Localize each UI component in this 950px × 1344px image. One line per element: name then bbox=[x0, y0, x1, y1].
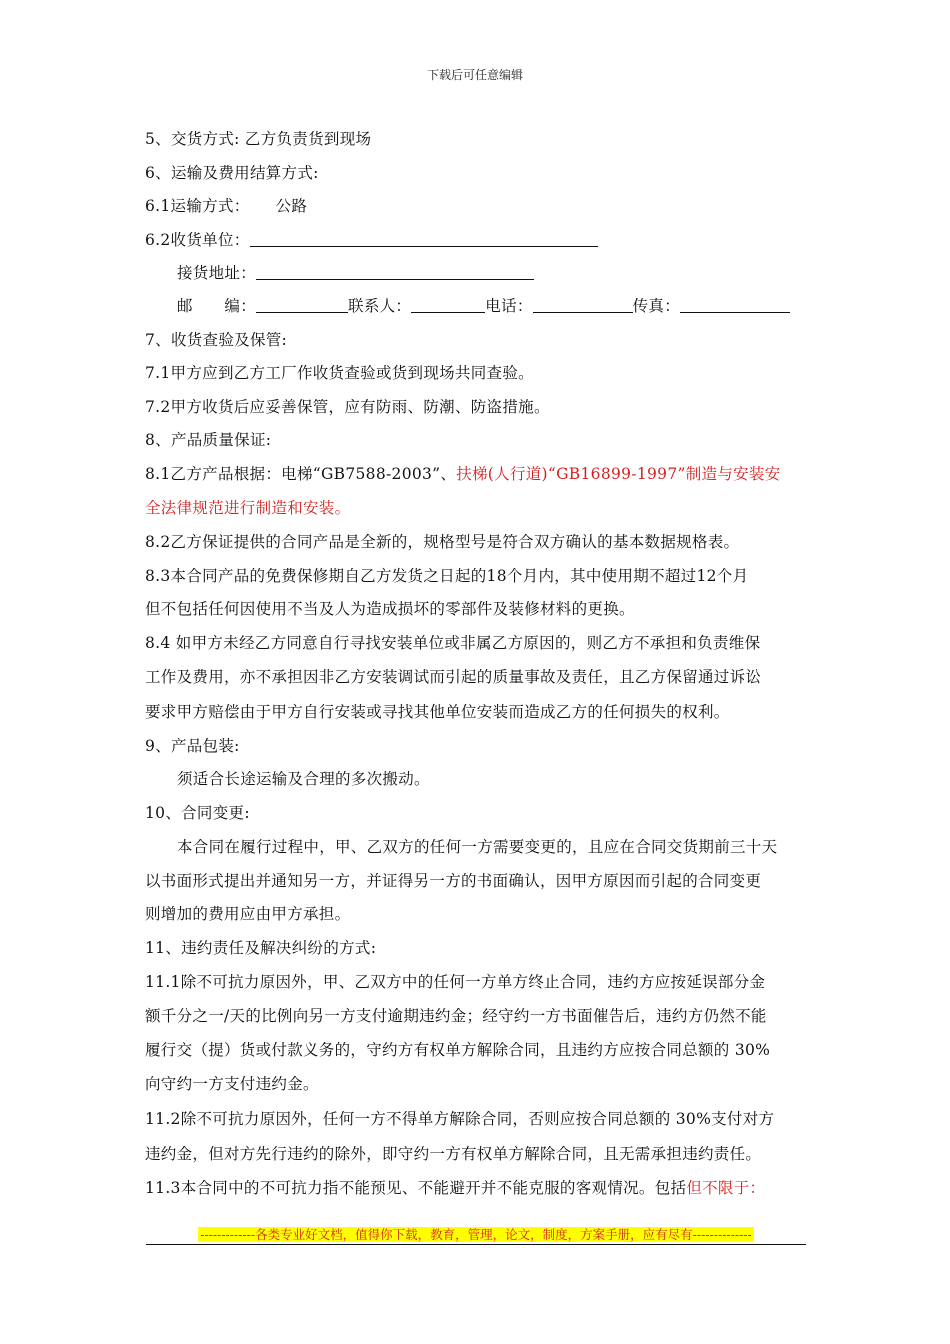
fax-blank bbox=[680, 298, 790, 313]
clause-10-cont-1: 以书面形式提出并通知另一方，并证得另一方的书面确认，因甲方原因而引起的合同变更 bbox=[145, 872, 762, 890]
clause-6-1 bbox=[145, 194, 307, 216]
clause-11-2-cont: 违约金，但对方先行违约的除外，即守约一方有权单方解除合同，且无需承担违约责任。 bbox=[145, 1145, 762, 1163]
postcode-label: 邮 编： bbox=[177, 297, 257, 315]
fax-label: 传真： bbox=[632, 297, 681, 315]
contact-blank bbox=[411, 298, 485, 313]
clause-8-1-cont: 全法律规范进行制造和安装。 bbox=[145, 499, 351, 517]
clause-11-3 bbox=[145, 1176, 765, 1198]
clause-11-1-cont-3: 向守约一方支付违约金。 bbox=[145, 1075, 319, 1093]
clause-8-4-cont-1: 工作及费用，亦不承担因非乙方安装调试而引起的质量事故及责任，且乙方保留通过诉讼 bbox=[145, 668, 762, 686]
clause-7: 7、收货查验及保管: bbox=[145, 331, 288, 349]
delivery-address-label: 接货地址： bbox=[177, 264, 257, 282]
delivery-address-blank bbox=[256, 265, 534, 280]
clause-5: 5、交货方式: 乙方负责货到现场 bbox=[145, 130, 372, 148]
clause-8-4: 8.4 如甲方未经乙方同意自行寻找安装单位或非属乙方原因的，则乙方不承担和负责维保 bbox=[145, 634, 761, 652]
clause-8-4-cont-2: 要求甲方赔偿由于甲方自行安装或寻找其他单位安装而造成乙方的任何损失的权利。 bbox=[145, 703, 730, 721]
footer-text: -------------各类专业好文档，值得你下载，教育，管理，论文，制度，方案手册，应有尽有-------------- bbox=[200, 1227, 752, 1242]
clause-10: 10、合同变更: bbox=[145, 804, 250, 822]
clause-11-1-cont-2: 履行交（提）货或付款义务的，守约方有权单方解除合同，且违约方应按合同总额的 30% bbox=[145, 1041, 771, 1059]
clause-8-1-red-text: 扶梯(人行道)“GB16899-1997”制造与安装安 bbox=[456, 465, 781, 483]
clause-7-1: 7.1甲方应到乙方工厂作收货查验或货到现场共同查验。 bbox=[145, 364, 534, 382]
footer-banner bbox=[146, 1224, 806, 1243]
clause-11-1-cont-1: 额千分之一/天的比例向另一方支付逾期违约金；经守约一方书面催告后，违约方仍然不能 bbox=[145, 1007, 767, 1025]
clause-8-2: 8.2乙方保证提供的合同产品是全新的，规格型号是符合双方确认的基本数据规格表。 bbox=[145, 533, 740, 551]
contact-row bbox=[177, 294, 790, 316]
clause-6-2 bbox=[145, 228, 598, 250]
clause-11-3-red-text: 但不限于： bbox=[686, 1179, 766, 1197]
clause-11: 11、违约责任及解决纠纷的方式: bbox=[145, 939, 377, 957]
phone-label: 电话： bbox=[485, 297, 533, 315]
postcode-blank bbox=[256, 298, 348, 313]
clause-9: 9、产品包装: bbox=[145, 737, 240, 755]
delivery-address-row bbox=[177, 261, 534, 283]
clause-8-1-text: 8.1乙方产品根据：电梯“GB7588-2003”、 bbox=[145, 465, 457, 483]
clause-11-2: 11.2除不可抗力原因外，任何一方不得单方解除合同，否则应按合同总额的 30%支付对方 bbox=[145, 1110, 775, 1128]
transport-method-value: 公路 bbox=[275, 197, 308, 215]
clause-6: 6、运输及费用结算方式: bbox=[145, 164, 319, 182]
phone-blank bbox=[533, 298, 633, 313]
clause-7-2: 7.2甲方收货后应妥善保管，应有防雨、防潮、防盗措施。 bbox=[145, 398, 550, 416]
clause-10-cont-2: 则增加的费用应由甲方承担。 bbox=[145, 905, 351, 923]
footer-divider bbox=[146, 1244, 806, 1245]
clause-8-3: 8.3本合同产品的免费保修期自乙方发货之日起的18个月内，其中使用期不超过12个月 bbox=[145, 567, 749, 585]
clause-8-1 bbox=[145, 462, 781, 484]
clause-11-3-text: 11.3本合同中的不可抗力指不能预见、不能避开并不能克服的客观情况。包括 bbox=[145, 1179, 687, 1197]
clause-6-1-label: 6.1运输方式： bbox=[145, 197, 250, 215]
receiver-unit-label: 6.2收货单位： bbox=[145, 231, 250, 249]
clause-10-text: 本合同在履行过程中，甲、乙双方的任何一方需要变更的，且应在合同交货期前三十天 bbox=[177, 838, 778, 856]
clause-8: 8、产品质量保证: bbox=[145, 431, 272, 449]
page-header: 下载后可任意编辑 bbox=[426, 68, 523, 82]
clause-8-3-cont: 但不包括任何因使用不当及人为造成损坏的零部件及装修材料的更换。 bbox=[145, 600, 635, 618]
contact-label: 联系人： bbox=[348, 297, 412, 315]
receiver-unit-blank bbox=[250, 232, 598, 247]
clause-11-1: 11.1除不可抗力原因外，甲、乙双方中的任何一方单方终止合同，违约方应按延误部分金 bbox=[145, 973, 766, 991]
clause-9-text: 须适合长途运输及合理的多次搬动。 bbox=[177, 770, 430, 788]
